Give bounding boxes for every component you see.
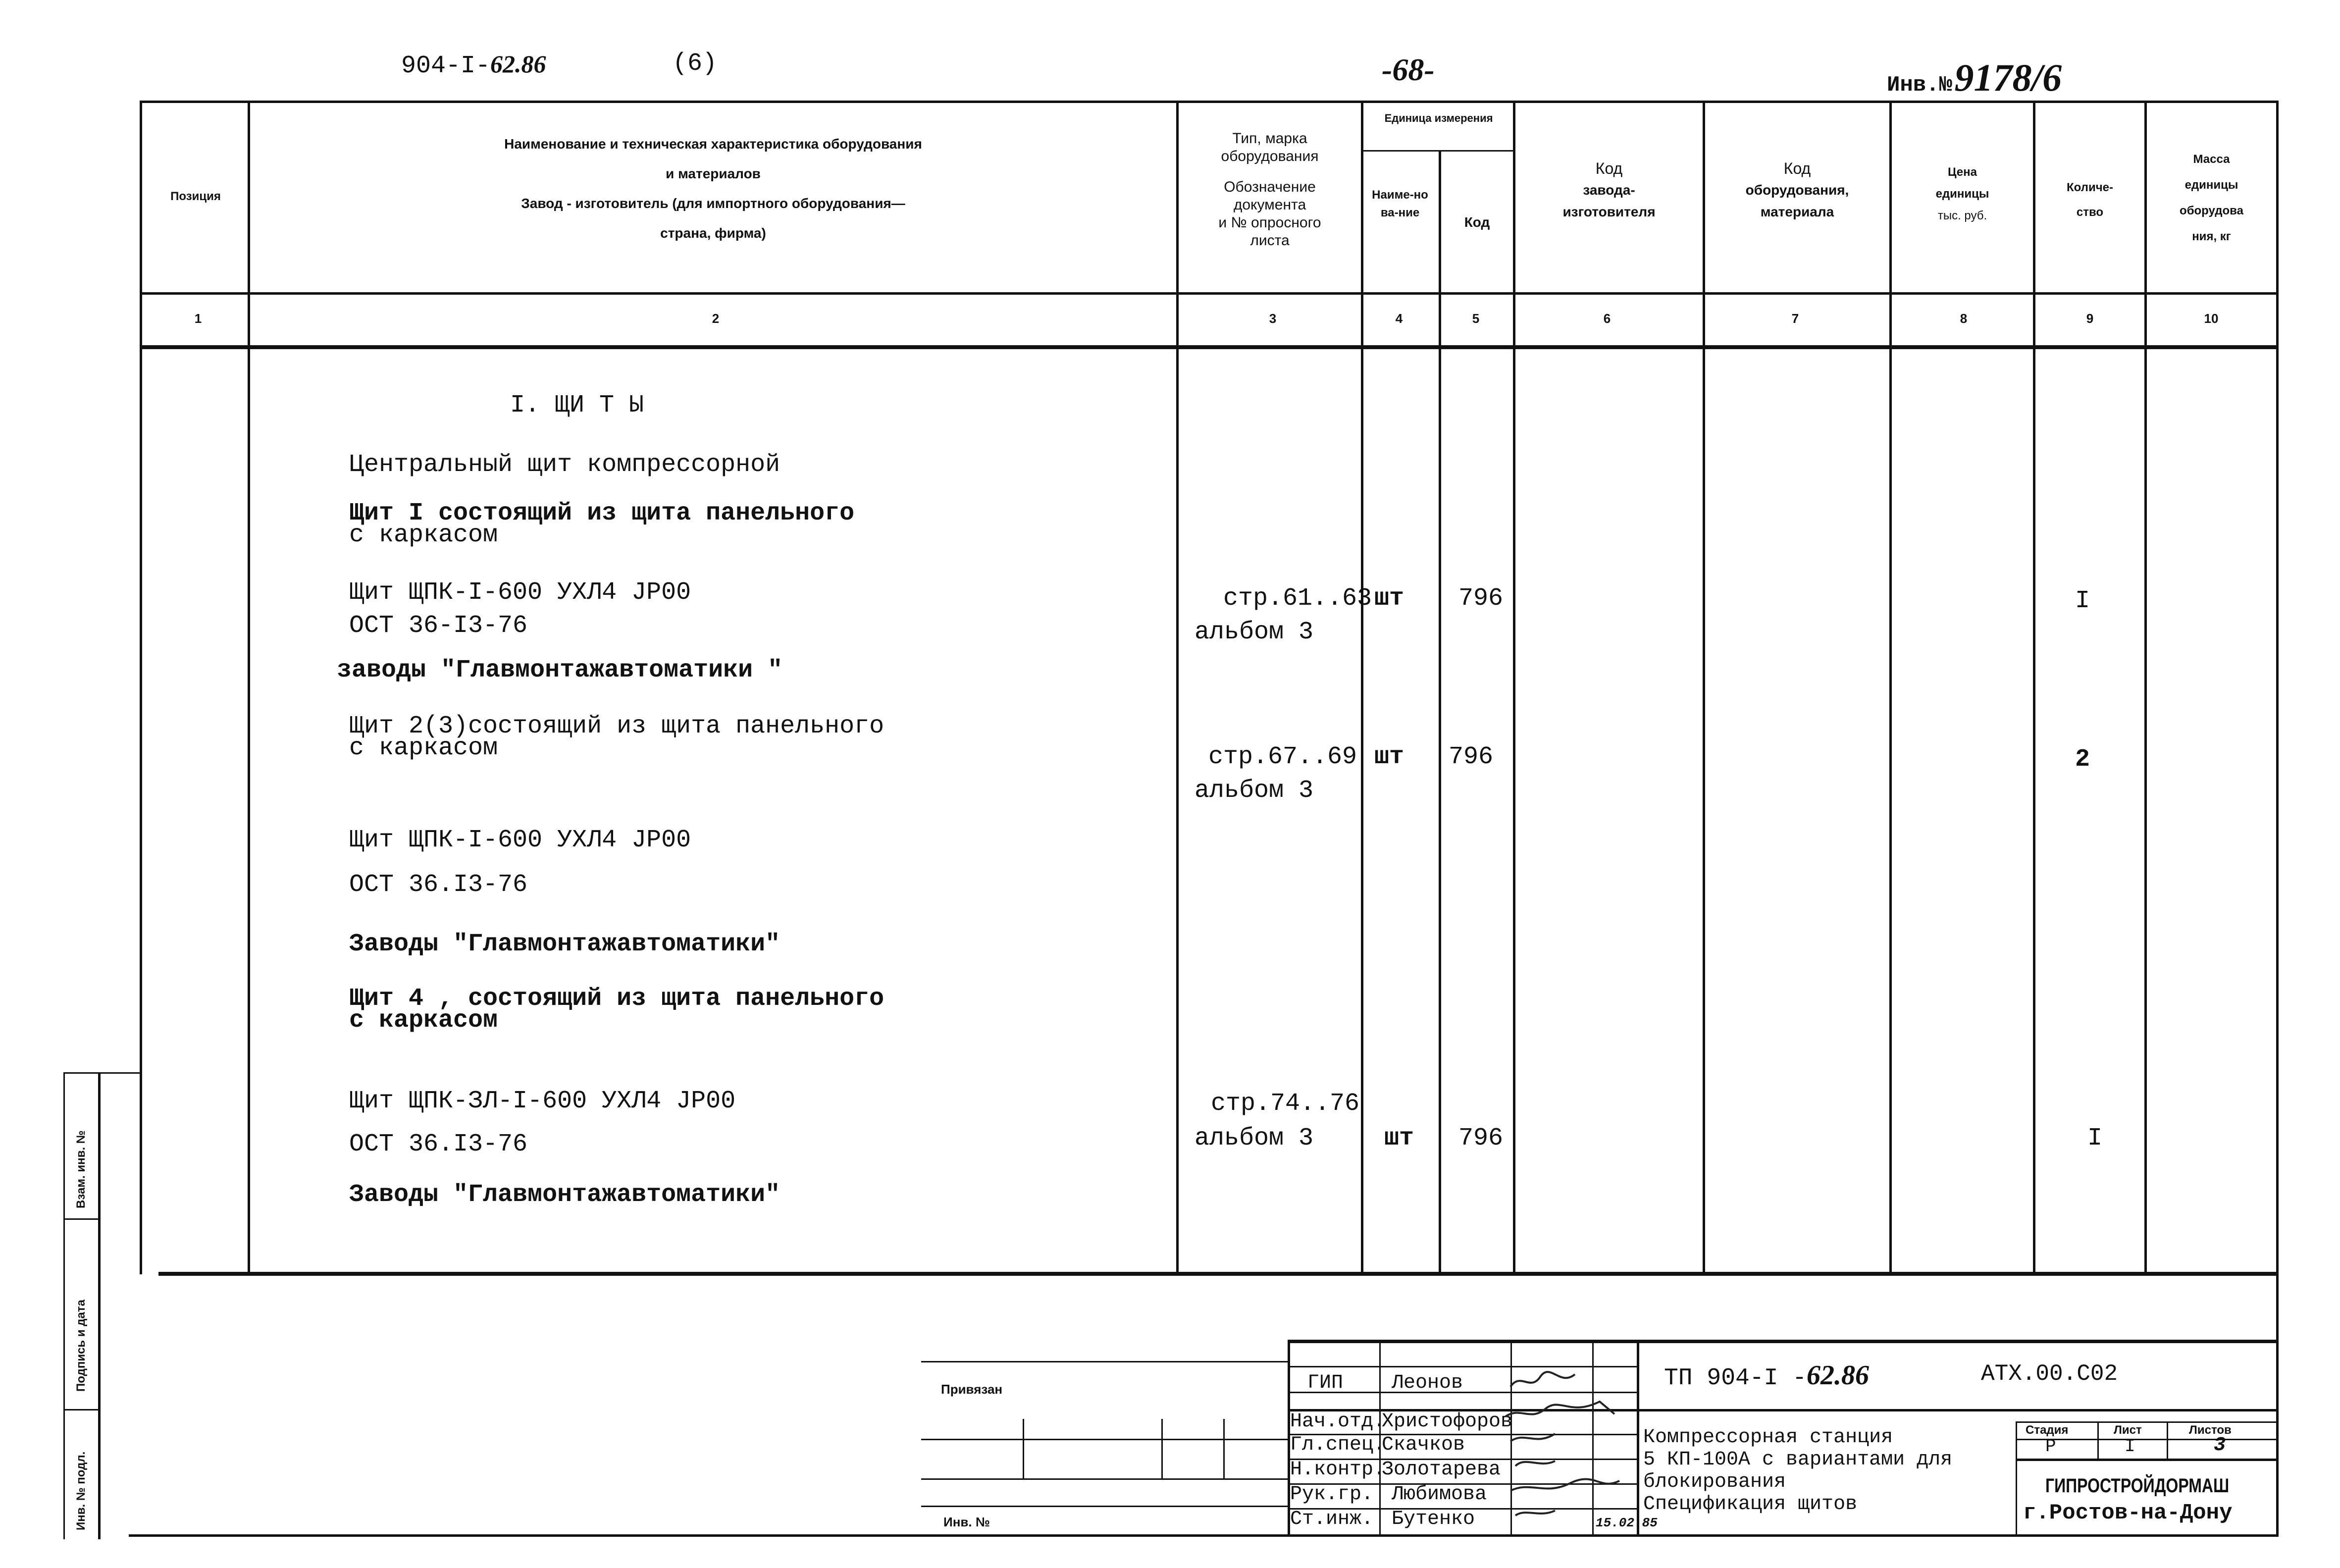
side-stamp-right bbox=[98, 1072, 101, 1539]
unit-group-rule bbox=[1361, 150, 1514, 152]
header-quantity bbox=[2035, 175, 2144, 225]
item3-doc-page: стр.74..76 bbox=[1211, 1090, 1360, 1118]
item2-quantity: 2 bbox=[2075, 745, 2090, 774]
column-number-4: 4 bbox=[1395, 311, 1403, 326]
code-hand: 62.86 bbox=[1807, 1360, 1870, 1391]
col-divider-2 bbox=[1176, 101, 1179, 1274]
table-right-border bbox=[2276, 101, 2279, 1537]
role-gip: ГИП bbox=[1307, 1372, 1344, 1394]
item1-doc-album: альбом 3 bbox=[1195, 618, 1314, 646]
item2-doc-page: стр.67..69 bbox=[1208, 743, 1357, 771]
header-price-line2: единицы bbox=[1935, 187, 1989, 201]
header-price-line3: тыс. руб. bbox=[1937, 209, 1987, 222]
organization: ГИПРОСТРОЙДОРМАШ bbox=[2045, 1475, 2230, 1497]
header-price-line1: Цена bbox=[1947, 165, 1977, 179]
column-number-5: 5 bbox=[1472, 311, 1480, 326]
col-divider-3 bbox=[1361, 101, 1363, 1274]
name-leonov: Леонов bbox=[1392, 1372, 1463, 1394]
body-bottom-rule bbox=[158, 1272, 2278, 1276]
stage-box-col2 bbox=[2167, 1421, 2168, 1459]
item1-factory: заводы "Главмонтажавтоматики " bbox=[337, 656, 783, 684]
privyazan-row2 bbox=[921, 1478, 1288, 1480]
item3-unit-code: 796 bbox=[1458, 1124, 1504, 1152]
central-panel-heading: Центральный щит компрессорной bbox=[349, 451, 780, 479]
sheet-label: Лист bbox=[2114, 1423, 2142, 1437]
col-divider-9 bbox=[2144, 101, 2147, 1274]
drawing-title-line1: Компрессорная станция bbox=[1643, 1426, 1893, 1449]
page-bottom-border bbox=[129, 1534, 2278, 1537]
drawing-code: АТХ.00.С02 bbox=[1981, 1361, 2118, 1387]
item3-desc-line1: Щит 4 , состоящий из щита панельного bbox=[349, 985, 884, 1013]
stage-box-top bbox=[2016, 1421, 2277, 1423]
item1-quantity: I bbox=[2075, 587, 2090, 615]
privyazan-label: Привязан bbox=[941, 1382, 1003, 1397]
section-title: I. ЩИ Т Ы bbox=[510, 391, 644, 419]
privyazan-row1 bbox=[921, 1439, 1288, 1440]
privyazan-col1 bbox=[1023, 1419, 1024, 1478]
stage-box-col1 bbox=[2097, 1421, 2099, 1459]
sign-date: 15.02.85 bbox=[1596, 1516, 1658, 1530]
doc-code-handwritten: 62.86 bbox=[490, 50, 546, 78]
header-mass bbox=[2147, 147, 2276, 250]
header-factory-code-line2: завода- bbox=[1583, 182, 1635, 198]
side-stamp-inv-orig: Инв. № подл. bbox=[74, 1451, 88, 1530]
header-equipment-code-line2: оборудования, bbox=[1745, 182, 1849, 198]
header-name-line2: и материалов bbox=[666, 166, 761, 181]
item2-description bbox=[349, 712, 884, 762]
sheet-value: I bbox=[2125, 1436, 2135, 1457]
header-factory-code bbox=[1515, 157, 1703, 223]
col-divider-4 bbox=[1439, 151, 1441, 1274]
side-stamp-vzam: Взам. инв. № bbox=[74, 1130, 88, 1208]
header-type-line5: и № опросного bbox=[1218, 214, 1321, 231]
column-number-3: 3 bbox=[1269, 311, 1277, 326]
name-lyubimova: Любимова bbox=[1392, 1483, 1487, 1506]
role-chief-spec: Гл.спец. bbox=[1290, 1434, 1386, 1456]
header-name-line4: страна, фирма) bbox=[660, 225, 766, 241]
header-quantity-line2: ство bbox=[2076, 206, 2104, 219]
privyazan-col2 bbox=[1161, 1419, 1163, 1478]
inv-no-label: Инв. № bbox=[943, 1515, 990, 1529]
header-mass-line1: Масса bbox=[2193, 153, 2230, 166]
header-mass-line4: ния, кг bbox=[2192, 230, 2231, 243]
item1-doc-page: стр.61..63 bbox=[1223, 584, 1372, 613]
header-unit-code: Код bbox=[1464, 214, 1490, 230]
drawing-title-line4: Спецификация щитов bbox=[1643, 1493, 1858, 1516]
stage-box-bottom bbox=[2016, 1459, 2277, 1461]
item2-desc-line1: Щит 2(3)состоящий из щита панельного bbox=[349, 712, 884, 740]
item3-unit: шт bbox=[1384, 1124, 1414, 1152]
doc-code bbox=[401, 50, 546, 80]
header-unit-group: Единица измерения bbox=[1384, 112, 1493, 124]
role-senior-eng: Ст.инж. bbox=[1290, 1508, 1374, 1530]
header-type-line2: оборудования bbox=[1221, 148, 1319, 164]
item2-doc-album: альбом 3 bbox=[1195, 777, 1314, 805]
side-stamp-div2 bbox=[63, 1409, 100, 1411]
header-type-line4: документа bbox=[1233, 197, 1306, 213]
header-equipment-code bbox=[1705, 157, 1889, 223]
column-number-6: 6 bbox=[1603, 311, 1611, 326]
item3-doc-album: альбом 3 bbox=[1195, 1124, 1314, 1152]
name-butenko: Бутенко bbox=[1392, 1508, 1475, 1530]
side-stamp-div1 bbox=[63, 1218, 100, 1220]
role-group-head: Рук.гр. bbox=[1290, 1483, 1374, 1506]
item1-description bbox=[349, 499, 855, 549]
header-mass-line2: единицы bbox=[2184, 178, 2238, 192]
inventory-number bbox=[1887, 55, 2062, 100]
column-number-9: 9 bbox=[2086, 311, 2094, 326]
column-number-10: 10 bbox=[2204, 311, 2219, 326]
item2-factory: Заводы "Главмонтажавтоматики" bbox=[349, 930, 780, 958]
header-price bbox=[1892, 161, 2033, 227]
item1-desc-line2: с каркасом bbox=[349, 521, 498, 549]
sheets-value: 3 bbox=[2214, 1434, 2226, 1457]
header-name-line1: Наименование и техническая характеристика оборудования bbox=[504, 136, 922, 152]
col-divider-8 bbox=[2033, 101, 2035, 1274]
column-number-8: 8 bbox=[1960, 311, 1968, 326]
header-name-line3: Завод - изготовитель (для импортного оборудования— bbox=[521, 196, 905, 211]
drawing-code-line bbox=[1664, 1359, 1869, 1392]
city: г.Ростов-на-Дону bbox=[2023, 1501, 2233, 1525]
stage-value: Р bbox=[2045, 1436, 2056, 1457]
page-number: -68- bbox=[1382, 52, 1435, 87]
header-type-line6: листа bbox=[1250, 232, 1290, 249]
col-divider-7 bbox=[1889, 101, 1892, 1274]
column-number-1: 1 bbox=[194, 311, 202, 326]
drawing-title-line3: блокирования bbox=[1643, 1471, 1786, 1493]
col-divider-5 bbox=[1513, 101, 1515, 1274]
item3-quantity: I bbox=[2087, 1124, 2103, 1152]
column-number-7: 7 bbox=[1791, 311, 1799, 326]
header-name bbox=[250, 135, 1176, 243]
col-divider-1 bbox=[248, 101, 250, 1274]
header-mass-line3: оборудова bbox=[2180, 204, 2243, 217]
header-equipment-code-line1: Код bbox=[1783, 159, 1811, 177]
header-bottom-rule bbox=[140, 292, 2278, 295]
header-quantity-line1: Количе- bbox=[2067, 181, 2113, 194]
item2-model: Щит ЩПК-I-600 УХЛ4 JP00 bbox=[349, 826, 691, 854]
stage-label: Стадия bbox=[2026, 1423, 2069, 1437]
side-stamp-top bbox=[63, 1072, 140, 1074]
drawing-title-line2: 5 КП-100А с вариантами для bbox=[1643, 1449, 1953, 1471]
header-type-line1: Тип, марка bbox=[1232, 130, 1307, 147]
table-top-border bbox=[140, 101, 2278, 103]
code-prefix: ТП 904-I - bbox=[1664, 1365, 1807, 1392]
table-left-border bbox=[140, 101, 142, 1274]
header-factory-code-line1: Код bbox=[1595, 159, 1623, 177]
stamp-top bbox=[1288, 1340, 2278, 1343]
item2-ost: ОСТ 36.I3-76 bbox=[349, 871, 528, 899]
item3-ost: ОСТ 36.I3-76 bbox=[349, 1130, 528, 1158]
header-equipment-code-line3: материала bbox=[1760, 204, 1834, 219]
header-unit-name: Наиме-нова-ние bbox=[1372, 188, 1428, 219]
item1-ost: ОСТ 36-I3-76 bbox=[349, 612, 528, 640]
inventory-value: 9178/6 bbox=[1954, 56, 2062, 99]
col-divider-6 bbox=[1703, 101, 1705, 1274]
privyazan-col3 bbox=[1223, 1419, 1225, 1478]
sheets-label: Листов bbox=[2189, 1423, 2232, 1437]
sheet-variant: (6) bbox=[673, 50, 718, 78]
header-type-line3: Обозначение bbox=[1224, 179, 1316, 195]
column-number-rule bbox=[140, 345, 2278, 349]
item1-unit: шт bbox=[1374, 584, 1404, 613]
item2-unit: шт bbox=[1374, 743, 1404, 771]
privyazan-top bbox=[921, 1361, 1288, 1362]
item2-unit-code: 796 bbox=[1449, 743, 1494, 771]
name-zolotareva: Золотарева bbox=[1382, 1459, 1501, 1481]
role-norm-control: Н.контр. bbox=[1290, 1459, 1386, 1481]
side-stamp-sign-date: Подпись и дата bbox=[74, 1300, 88, 1392]
side-stamp-left bbox=[63, 1072, 65, 1539]
header-position: Позиция bbox=[170, 190, 221, 203]
doc-code-printed: 904-I- bbox=[401, 52, 491, 80]
item3-description bbox=[349, 985, 884, 1035]
item3-model: Щит ЩПК-ЗЛ-I-600 УХЛ4 JP00 bbox=[349, 1087, 736, 1115]
name-skachkov: Скачков bbox=[1382, 1434, 1465, 1456]
item3-desc-line2: с каркасом bbox=[349, 1006, 498, 1035]
signatures bbox=[1501, 1367, 1644, 1530]
item3-factory: Заводы "Главмонтажавтоматики" bbox=[349, 1181, 780, 1209]
name-khristoforov: Христофоров bbox=[1382, 1411, 1513, 1433]
item1-model: Щит ЩПК-I-600 УХЛ4 JP00 bbox=[349, 578, 691, 607]
item1-desc-line1: Щит I состоящий из щита панельного bbox=[349, 499, 855, 527]
column-number-2: 2 bbox=[712, 311, 720, 326]
role-head-dept: Нач.отд. bbox=[1290, 1411, 1386, 1433]
drawing-title bbox=[1643, 1426, 1952, 1516]
privyazan-row3 bbox=[921, 1506, 1288, 1507]
item2-desc-line2: с каркасом bbox=[349, 734, 498, 762]
item1-unit-code: 796 bbox=[1458, 584, 1504, 613]
header-factory-code-line3: изготовителя bbox=[1562, 204, 1656, 219]
header-type bbox=[1179, 130, 1361, 250]
inventory-label: Инв.№ bbox=[1887, 73, 1953, 98]
